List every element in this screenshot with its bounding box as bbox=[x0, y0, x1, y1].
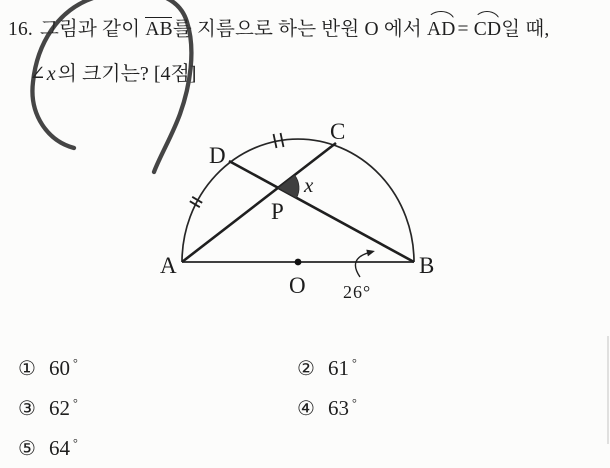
label-angle-26: 26° bbox=[343, 282, 372, 302]
choice-5-value: 64 bbox=[48, 436, 70, 460]
statement-post: 일 때, bbox=[501, 19, 550, 40]
question-post: 의 크기는? [4점] bbox=[57, 63, 197, 85]
choice-2 bbox=[297, 356, 357, 381]
label-point-o: O bbox=[289, 273, 306, 298]
equals-sign: = bbox=[457, 19, 469, 40]
choice-2-marker: ② bbox=[297, 358, 315, 380]
choice-1-marker: ① bbox=[18, 358, 36, 380]
choice-2-degree: ° bbox=[351, 356, 357, 370]
angle-symbol: ∠ bbox=[29, 63, 46, 85]
choice-3-degree: ° bbox=[72, 396, 78, 410]
choice-4-marker: ④ bbox=[297, 398, 315, 420]
center-dot-o bbox=[295, 259, 302, 266]
choice-3 bbox=[18, 396, 297, 421]
label-point-c: C bbox=[330, 119, 346, 144]
arc-ad-with-hat: AD bbox=[426, 19, 456, 40]
chord-ac bbox=[182, 143, 336, 262]
choice-4-value: 63 bbox=[327, 396, 349, 420]
label-point-d: D bbox=[209, 143, 226, 168]
arc-cd-with-hat: CD bbox=[473, 19, 502, 40]
choice-3-marker: ③ bbox=[18, 398, 36, 420]
choice-1-value: 60 bbox=[48, 356, 70, 380]
choice-5 bbox=[18, 436, 297, 461]
answer-choices bbox=[18, 356, 357, 461]
statement-pre: 그림과 같이 bbox=[39, 19, 146, 40]
statement-mid: 를 지름으로 하는 반원 O 에서 bbox=[172, 19, 427, 40]
chord-db bbox=[229, 161, 414, 262]
label-point-a: A bbox=[160, 253, 177, 278]
choice-5-marker: ⑤ bbox=[18, 438, 36, 460]
label-point-p: P bbox=[271, 199, 284, 224]
choice-4 bbox=[297, 396, 357, 421]
label-point-b: B bbox=[419, 253, 435, 278]
choice-1-degree: ° bbox=[72, 356, 78, 370]
angle-26-arrowhead bbox=[366, 250, 375, 257]
choice-3-value: 62 bbox=[48, 396, 70, 420]
scan-edge-artifact bbox=[607, 336, 609, 444]
variable-x: x bbox=[46, 63, 56, 85]
choice-1 bbox=[18, 356, 297, 381]
segment-ab-with-overline: AB bbox=[145, 19, 173, 40]
handwritten-pen-stroke bbox=[32, 0, 191, 172]
choice-2-value: 61 bbox=[327, 356, 349, 380]
choice-5-degree: ° bbox=[72, 436, 78, 450]
label-angle-x: x bbox=[304, 173, 314, 197]
choice-4-degree: ° bbox=[351, 396, 357, 410]
problem-number: 16. bbox=[8, 19, 33, 40]
